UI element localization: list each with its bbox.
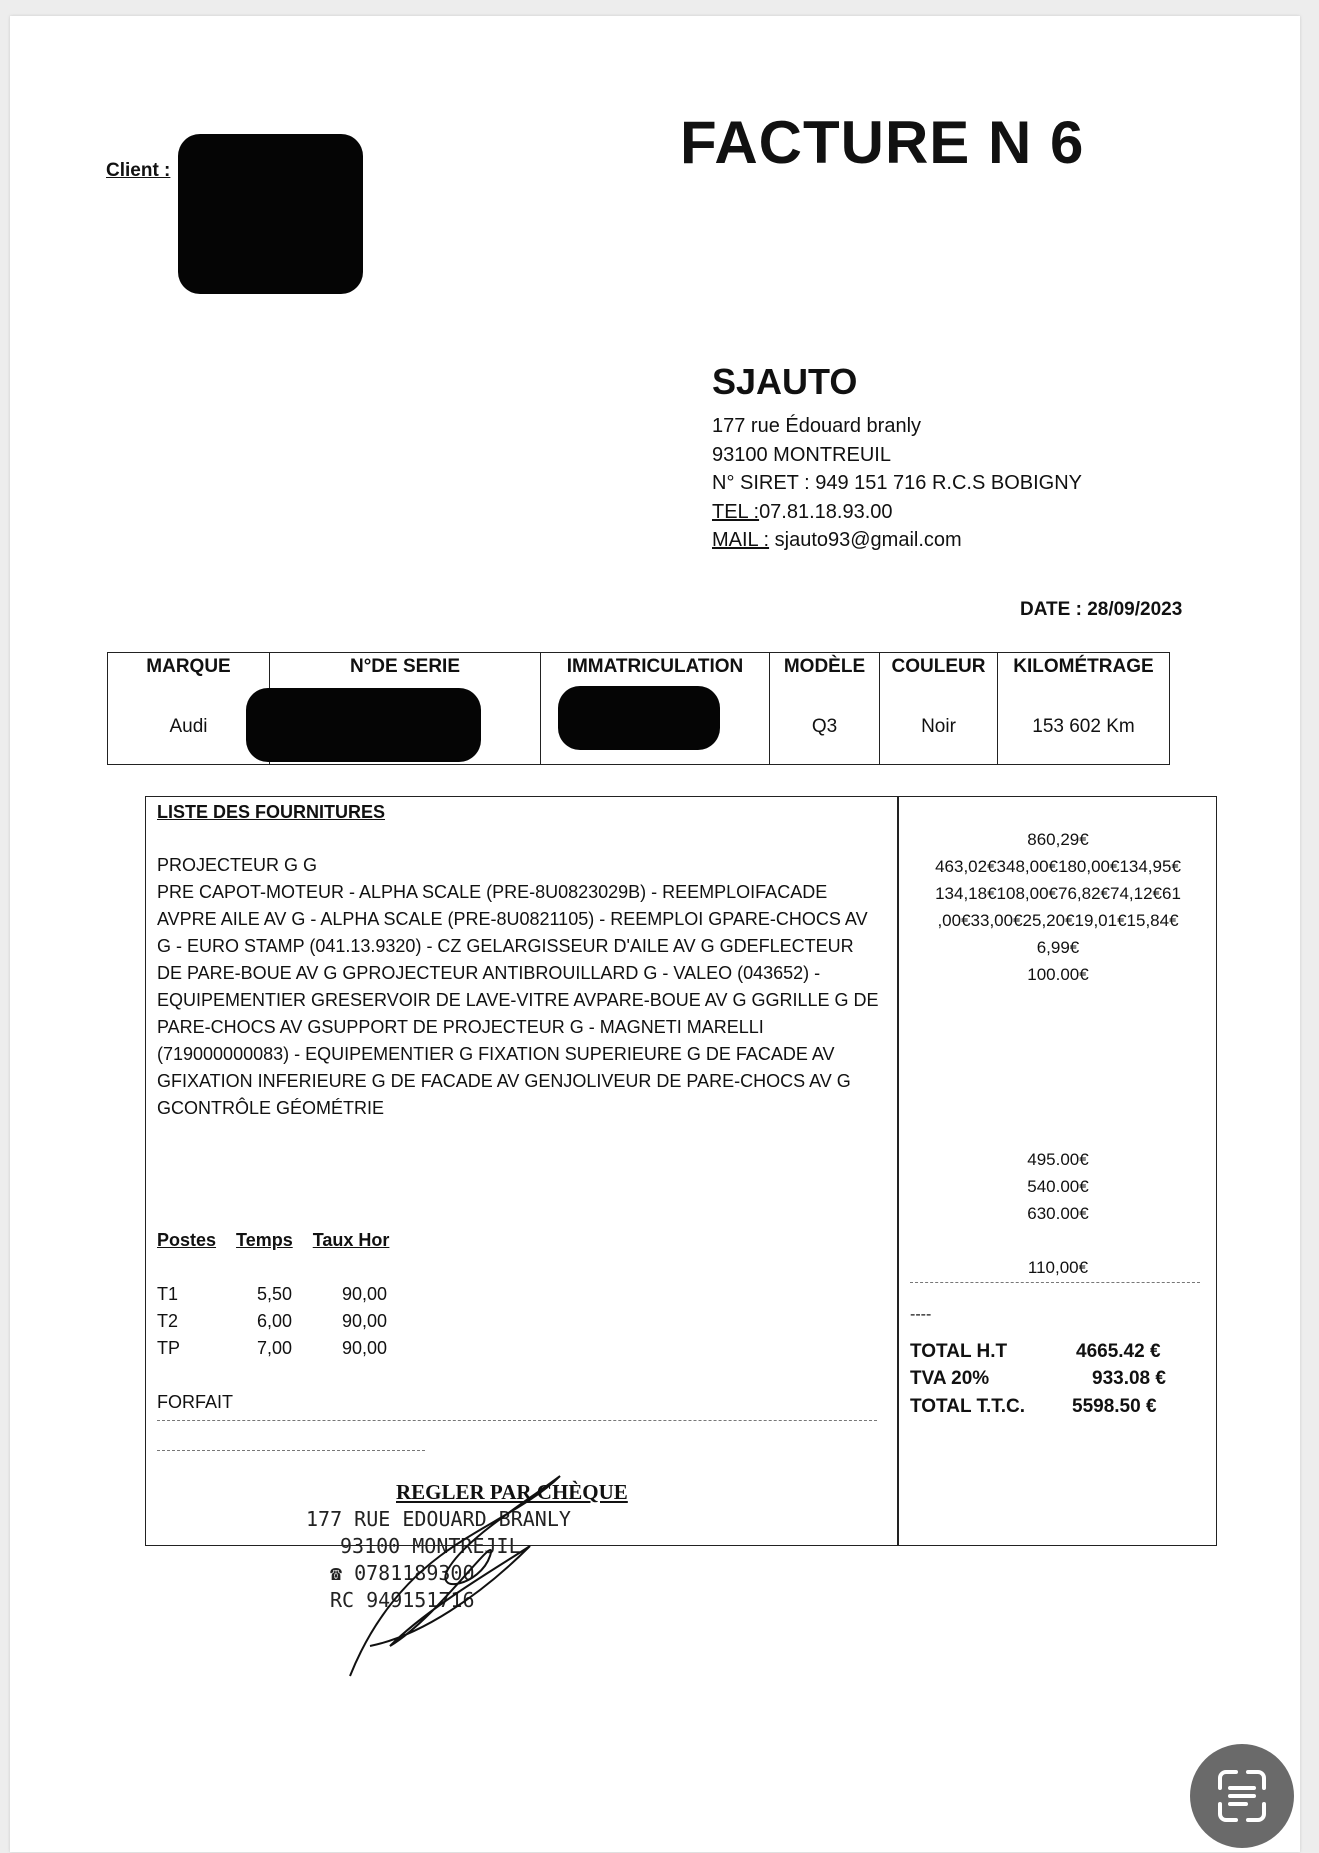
labour-temps: 5,50 xyxy=(257,1284,293,1304)
client-redaction xyxy=(178,134,363,294)
stamp-line: ☎ 0781189300 xyxy=(330,1561,475,1585)
invoice-page xyxy=(10,16,1300,1852)
payment-note: REGLER PAR CHÈQUE xyxy=(396,1480,628,1504)
supply-line: (719000000083) - EQUIPEMENTIER G FIXATION SUPERIEURE G DE FACADE AV xyxy=(157,1044,835,1064)
tva-value: 933.08 € xyxy=(1092,1368,1166,1389)
labour-price-t1: 495.00€ xyxy=(1027,1150,1089,1169)
vehicle-couleur: Noir xyxy=(880,690,998,765)
supply-line: DE PARE-BOUE AV G GPROJECTEUR ANTIBROUILLARD G - VALEO (043652) - xyxy=(157,963,821,983)
client-label: Client : xyxy=(106,160,171,181)
vehicle-km: 153 602 Km xyxy=(998,690,1170,765)
text-scan-icon xyxy=(1190,1744,1294,1848)
company-block xyxy=(712,362,1082,555)
signature xyxy=(330,1446,590,1686)
dashed-separator xyxy=(910,1282,1200,1283)
supply-line: G - EURO STAMP (041.13.9320) - CZ GELARGISSEUR D'AILE AV G GDEFLECTEUR xyxy=(157,936,854,956)
forfait-price: 110,00€ xyxy=(1027,1258,1089,1277)
supplies-prices xyxy=(903,826,1213,988)
vehicle-header-marque: MARQUE xyxy=(108,653,270,691)
labour-taux: 90,00 xyxy=(342,1311,388,1331)
supply-line: PROJECTEUR G G xyxy=(157,855,318,875)
company-tel: TEL :07.81.18.93.00 xyxy=(712,500,893,523)
price-line: 463,02€348,00€180,00€134,95€ xyxy=(935,857,1181,876)
supply-line: PARE-CHOCS AV GSUPPORT DE PROJECTEUR G - MAGNETI MARELLI xyxy=(157,1017,764,1037)
totals-block xyxy=(910,1338,1200,1428)
labour-header xyxy=(157,1230,409,1251)
labour-price-tp: 630.00€ xyxy=(1027,1204,1089,1223)
dashed-separator xyxy=(157,1420,877,1421)
labour-poste: TP xyxy=(157,1338,181,1358)
labour-header-postes: Postes xyxy=(157,1230,217,1250)
labour-header-taux: Taux Hor xyxy=(312,1230,390,1250)
supply-line: GFIXATION INFERIEURE G DE FACADE AV GENJOLIVEUR DE PARE-CHOCS AV G xyxy=(157,1071,851,1091)
vehicle-header-serie: N°DE SERIE xyxy=(270,653,541,691)
price-line: 860,29€ xyxy=(1027,830,1089,849)
company-mail: MAIL : sjauto93@gmail.com xyxy=(712,529,962,551)
vehicle-header-couleur: COULEUR xyxy=(880,653,998,691)
vehicle-header-modele: MODÈLE xyxy=(770,653,880,691)
company-siret: N° SIRET : 949 151 716 R.C.S BOBIGNY xyxy=(712,472,1083,494)
company-name: SJAUTO xyxy=(712,361,858,402)
invoice-date: DATE : 28/09/2023 xyxy=(1020,599,1183,620)
total-ttc-value: 5598.50 € xyxy=(1072,1396,1157,1417)
price-line: 134,18€108,00€76,82€74,12€61 xyxy=(935,884,1181,903)
price-line: 6,99€ xyxy=(1036,938,1080,957)
price-line: 100.00€ xyxy=(1027,965,1089,984)
total-ttc-label: TOTAL T.T.C. xyxy=(910,1396,1026,1417)
supply-line: AVPRE AILE AV G - ALPHA SCALE (PRE-8U0821105) - REEMPLOI GPARE-CHOCS AV xyxy=(157,909,868,929)
labour-temps: 6,00 xyxy=(257,1311,293,1331)
stamp-line: 177 RUE EDOUARD BRANLY xyxy=(306,1507,571,1531)
total-ht-label: TOTAL H.T xyxy=(910,1341,1008,1362)
labour-poste: T1 xyxy=(157,1284,179,1304)
tva-label: TVA 20% xyxy=(910,1368,990,1389)
supply-line: EQUIPEMENTIER GRESERVOIR DE LAVE-VITRE AVPARE-BOUE AV G GGRILLE G DE xyxy=(157,990,879,1010)
vehicle-header-km: KILOMÉTRAGE xyxy=(998,653,1170,691)
vehicle-modele: Q3 xyxy=(770,690,880,765)
labour-taux: 90,00 xyxy=(342,1284,388,1304)
vehicle-header-immat: IMMATRICULATION xyxy=(541,653,770,691)
labour-temps: 7,00 xyxy=(257,1338,293,1358)
labour-poste: T2 xyxy=(157,1311,179,1331)
labour-taux: 90,00 xyxy=(342,1338,388,1358)
serial-redaction xyxy=(246,688,481,762)
vehicle-marque: Audi xyxy=(108,690,270,765)
supply-line: GCONTRÔLE GÉOMÉTRIE xyxy=(157,1098,385,1118)
forfait-label: FORFAIT xyxy=(157,1392,233,1412)
company-city: 93100 MONTREUIL xyxy=(712,443,891,466)
supplies-title: LISTE DES FOURNITURES xyxy=(157,802,386,822)
live-text-scan-button[interactable] xyxy=(1190,1744,1294,1848)
company-street: 177 rue Édouard branly xyxy=(712,415,922,437)
stamp-line: RC 949151716 xyxy=(330,1588,475,1612)
stamp-line: 93100 MONTREJIL xyxy=(340,1534,521,1558)
totals-dashes: ---- xyxy=(910,1306,932,1323)
total-ht-value: 4665.42 € xyxy=(1076,1341,1161,1362)
plate-redaction xyxy=(558,686,720,750)
column-divider xyxy=(897,796,899,1546)
price-line: ,00€33,00€25,20€19,01€15,84€ xyxy=(937,911,1179,930)
supply-line: PRE CAPOT-MOTEUR - ALPHA SCALE (PRE-8U0823029B) - REEMPLOIFACADE xyxy=(157,882,828,902)
supplies-list xyxy=(157,852,887,1122)
labour-header-temps: Temps xyxy=(236,1230,293,1250)
labour-price-t2: 540.00€ xyxy=(1027,1177,1089,1196)
invoice-title: FACTURE N 6 xyxy=(680,109,1085,176)
